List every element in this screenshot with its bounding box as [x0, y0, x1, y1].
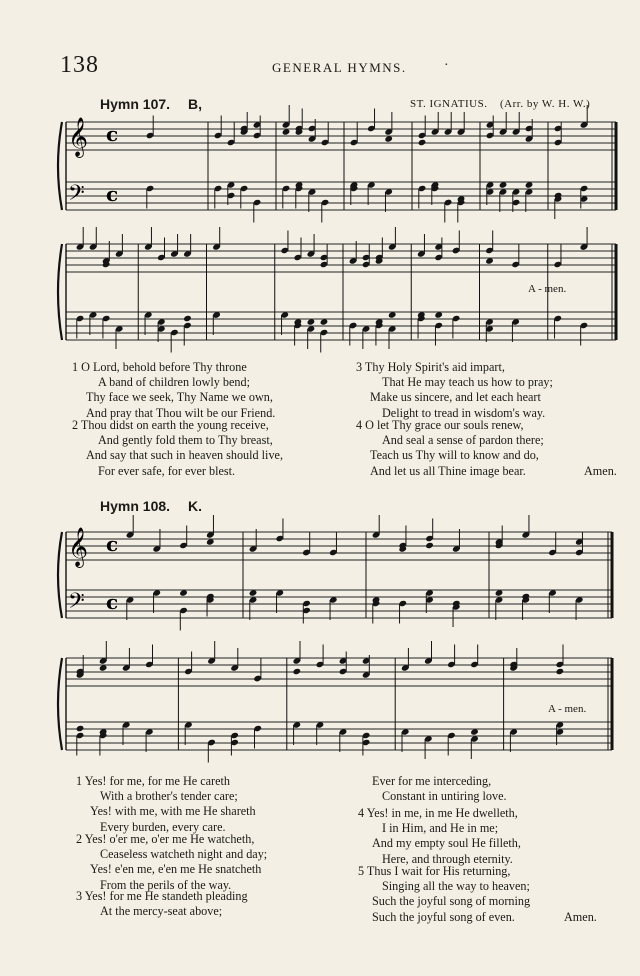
note-head	[293, 668, 302, 675]
verse-line: With a brother's tender care;	[100, 789, 238, 804]
verse-number: 1	[72, 360, 79, 374]
verse-line: Every burden, every care.	[100, 819, 226, 834]
bass-staff	[66, 182, 616, 210]
amen-text: Amen.	[564, 909, 597, 924]
time-signature-icon: c	[106, 122, 119, 146]
verse-line: Constant in untiring love.	[382, 789, 507, 804]
bass-clef-icon: 𝄢	[68, 589, 85, 619]
verse-line: Ceaseless watcheth night and day;	[100, 847, 268, 862]
hymn108-verse-2	[76, 832, 267, 893]
verse-number: 1	[76, 774, 83, 788]
bass-staff	[66, 590, 612, 618]
verse-line: And pray that Thou wilt be our Friend.	[86, 405, 276, 420]
time-signature-icon: c	[106, 182, 119, 206]
verse-line: Thus I wait for His returning,	[366, 864, 511, 878]
hymn107-meter: B,	[188, 96, 202, 112]
verse-line: Such the joyful song of even.	[372, 909, 515, 924]
verse-line: Yes! in me, in me He dwelleth,	[366, 806, 518, 820]
verse-line: For ever safe, for ever blest.	[98, 463, 236, 478]
treble-clef-icon: 𝄞	[68, 527, 89, 567]
hymn107-verse-2	[72, 418, 283, 479]
note-head	[183, 315, 192, 322]
page-number: 138	[60, 52, 99, 78]
verse-line: Thy Holy Spirit's aid impart,	[364, 360, 505, 374]
hymn108-meter: K.	[188, 498, 202, 514]
note-head	[418, 139, 427, 146]
running-head: GENERAL HYMNS.	[272, 60, 407, 75]
amen-text: Amen.	[584, 463, 617, 478]
hymn108-system-1	[0, 518, 640, 640]
hymn107-tune: ST. IGNATIUS.	[410, 98, 488, 110]
verse-line: And seal a sense of pardon there;	[382, 433, 544, 448]
verse-line: O let Thy grace our souls renew,	[365, 418, 524, 432]
verse-last-line	[356, 464, 620, 479]
brace	[58, 532, 62, 618]
brace	[58, 658, 62, 750]
hymn108-verse-1	[76, 774, 256, 835]
verse-line: Here, and through eternity.	[382, 851, 513, 866]
verse-line: Thy face we seek, Thy Name we own,	[86, 390, 273, 405]
hymn108-verse-3-cont	[372, 774, 507, 804]
verse-line: Delight to tread in wisdom's way.	[382, 405, 546, 420]
verse-line: I in Him, and He in me;	[382, 821, 499, 836]
hymn107-verse-3	[356, 360, 553, 421]
hymn107-amen-label: A - men.	[528, 283, 567, 295]
brace	[58, 122, 62, 210]
verse-line: That He may teach us how to pray;	[382, 375, 553, 390]
hymn107-system-1	[0, 112, 640, 222]
verse-number: 4	[356, 418, 363, 432]
hymn108-verse-5	[358, 864, 640, 925]
treble-clef-icon: 𝄞	[68, 117, 89, 157]
time-signature-icon: c	[106, 532, 119, 556]
verse-number: 4	[358, 806, 365, 820]
verse-last-line	[358, 910, 640, 925]
verse-line: Make us sincere, and let each heart	[370, 390, 541, 405]
bass-staff	[66, 722, 612, 750]
verse-line: And my empty soul He filleth,	[372, 836, 521, 851]
verse-line: A band of children lowly bend;	[98, 375, 250, 390]
verse-line: Yes! for me, for me He careth	[84, 774, 230, 788]
verse-line: Yes! o'er me, o'er me He watcheth,	[84, 832, 255, 846]
note-head	[76, 725, 85, 732]
verse-line: Yes! e'en me, e'en me He snatcheth	[90, 862, 262, 877]
verse-line: Yes! for me He standeth pleading	[84, 889, 248, 903]
note-head	[425, 542, 434, 549]
verse-line: O Lord, behold before Thy throne	[81, 360, 247, 374]
verse-line: And let us all Thine image bear.	[370, 463, 526, 478]
verse-line: Teach us Thy will to know and do,	[370, 448, 539, 463]
verse-line: Such the joyful song of morning	[372, 894, 531, 909]
verse-line: At the mercy-seat above;	[100, 904, 223, 919]
hymn108-verse-3	[76, 889, 248, 919]
header-dot: ·	[444, 58, 449, 73]
hymn107-system-2	[0, 236, 640, 358]
hymn107-verse-4	[356, 418, 620, 479]
hymn107-title: Hymn 107.	[100, 96, 171, 112]
verse-line: And say that such in heaven should live,	[86, 448, 283, 463]
verse-line: Thou didst on earth the young receive,	[80, 418, 269, 432]
verse-number: 5	[358, 864, 365, 878]
verse-line: From the perils of the way.	[100, 877, 232, 892]
verse-number: 2	[72, 418, 79, 432]
verse-line: And gently fold them to Thy breast,	[98, 433, 273, 448]
bass-clef-icon: 𝄢	[68, 181, 85, 211]
hymn108-verse-4	[358, 806, 521, 867]
brace	[58, 244, 62, 340]
hymn108-amen-label: A - men.	[548, 703, 587, 715]
verse-line: Yes! with me, with me He shareth	[90, 804, 256, 819]
verse-number: 2	[76, 832, 83, 846]
hymn107-verse-1	[72, 360, 275, 421]
hymn108-title: Hymn 108.	[100, 498, 171, 514]
treble-staff	[66, 658, 612, 686]
time-signature-icon: c	[106, 590, 119, 614]
note-head	[556, 668, 565, 675]
verse-number: 3	[356, 360, 363, 374]
verse-number: 3	[76, 889, 83, 903]
treble-staff	[66, 532, 612, 560]
hymn107-arranger: (Arr. by W. H. W.)	[500, 98, 591, 110]
hymn108-system-2	[0, 650, 640, 772]
verse-line: Singing all the way to heaven;	[382, 879, 530, 894]
verse-line: Ever for me interceding,	[372, 774, 492, 788]
